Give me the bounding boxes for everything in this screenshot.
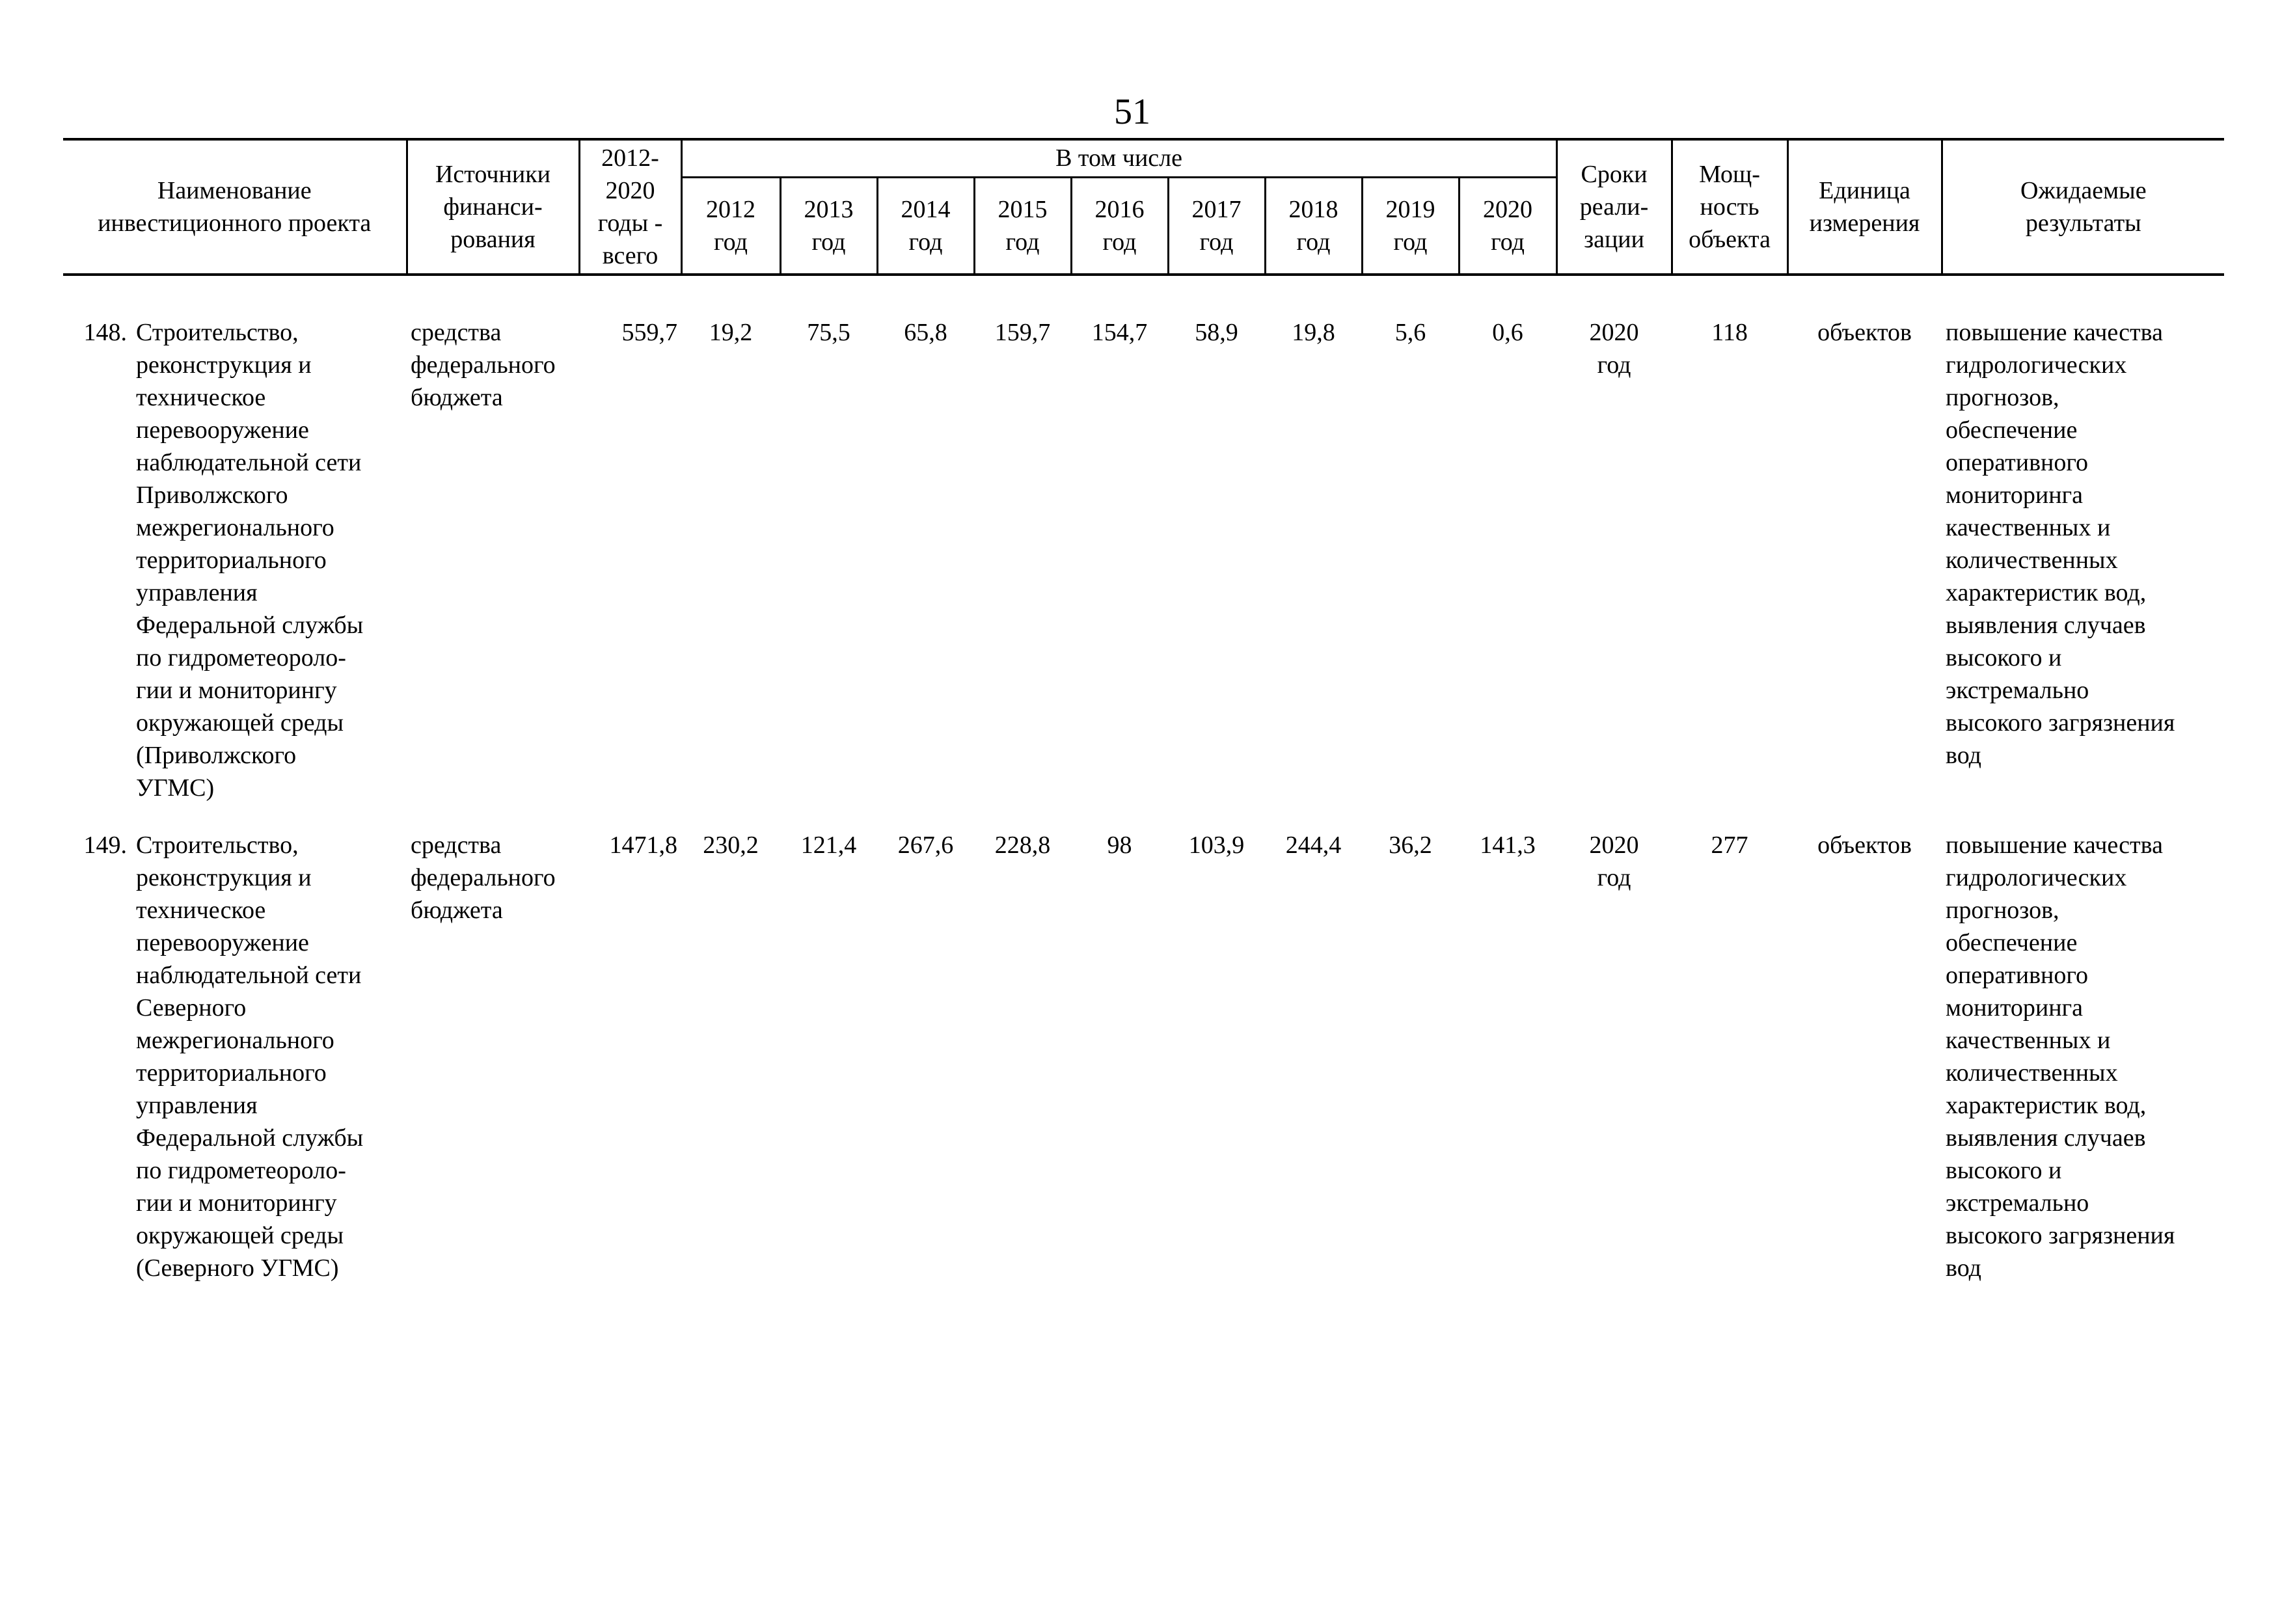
header-sources: Источники финанси- рования xyxy=(407,139,579,275)
expected-results: повышение качества гидрологических прогнозов, обеспечение оперативного мониторинга качественных и количественных характеристик вод, выявления случаев высокого и экстремально высокого загрязнения вод xyxy=(1946,319,2175,769)
implementation-term: 2020 год xyxy=(1589,319,1639,379)
header-year-2019: 2019 год xyxy=(1362,177,1459,275)
value-2016: 154,7 xyxy=(1091,319,1148,346)
measurement-unit: объектов xyxy=(1817,832,1912,859)
value-2020: 141,3 xyxy=(1480,832,1536,859)
header-year-2012: 2012 год xyxy=(681,177,780,275)
value-2019: 5,6 xyxy=(1394,319,1426,346)
value-2012: 230,2 xyxy=(703,832,759,859)
header-capacity: Мощ- ность объекта xyxy=(1672,139,1787,275)
table-row xyxy=(63,829,2224,1309)
value-2012: 19,2 xyxy=(709,319,753,346)
investment-projects-table xyxy=(63,138,2224,1309)
total-value: 1471,8 xyxy=(609,832,677,859)
project-cell xyxy=(63,316,407,829)
value-2015: 159,7 xyxy=(994,319,1051,346)
value-2014: 267,6 xyxy=(897,832,954,859)
page-number: 51 xyxy=(1114,92,1150,132)
implementation-term: 2020 год xyxy=(1589,832,1639,891)
value-2016: 98 xyxy=(1107,832,1132,859)
value-2017: 103,9 xyxy=(1188,832,1245,859)
header-total: 2012- 2020 годы - всего xyxy=(579,139,681,275)
header-unit: Единица измерения xyxy=(1787,139,1942,275)
project-name: Строительство, реконструкция и техническое перевооружение наблюдательной сети Приволжского межрегионального территориального управления Федеральной службы по гидрометеороло- гии и мониторингу окружающей среды (Приволжского УГМС) xyxy=(136,319,364,802)
funding-source: средства федерального бюджета xyxy=(411,319,556,411)
value-2013: 75,5 xyxy=(807,319,850,346)
table-spacer xyxy=(63,275,2224,316)
row-number: 149. xyxy=(83,832,127,859)
row-number: 148. xyxy=(83,319,127,346)
object-capacity: 118 xyxy=(1711,319,1748,346)
value-2020: 0,6 xyxy=(1492,319,1523,346)
header-year-2016: 2016 год xyxy=(1071,177,1168,275)
header-year-2014: 2014 год xyxy=(877,177,974,275)
header-project-name: Наименование инвестиционного проекта xyxy=(63,139,407,275)
value-2015: 228,8 xyxy=(994,832,1051,859)
value-2014: 65,8 xyxy=(904,319,947,346)
header-terms: Сроки реали- зации xyxy=(1556,139,1672,275)
header-year-2013: 2013 год xyxy=(780,177,877,275)
value-2013: 121,4 xyxy=(800,832,857,859)
project-name: Строительство, реконструкция и техническое перевооружение наблюдательной сети Северного межрегионального территориального управления Федеральной службы по гидрометеороло- гии и мониторингу окружающей среды (Северного УГМС) xyxy=(136,832,364,1282)
value-2019: 36,2 xyxy=(1389,832,1432,859)
value-2017: 58,9 xyxy=(1195,319,1238,346)
object-capacity: 277 xyxy=(1711,832,1748,859)
measurement-unit: объектов xyxy=(1817,319,1912,346)
table-row xyxy=(63,316,2224,829)
header-results: Ожидаемые результаты xyxy=(1942,139,2224,275)
header-year-2018: 2018 год xyxy=(1265,177,1362,275)
total-value: 559,7 xyxy=(621,319,677,346)
header-year-2017: 2017 год xyxy=(1168,177,1265,275)
header-year-2020: 2020 год xyxy=(1459,177,1556,275)
header-including: В том числе xyxy=(681,139,1556,177)
value-2018: 19,8 xyxy=(1292,319,1335,346)
project-cell xyxy=(63,829,407,1309)
funding-source: средства федерального бюджета xyxy=(411,832,556,924)
value-2018: 244,4 xyxy=(1285,832,1342,859)
expected-results: повышение качества гидрологических прогнозов, обеспечение оперативного мониторинга качественных и количественных характеристик вод, выявления случаев высокого и экстремально высокого загрязнения вод xyxy=(1946,832,2175,1282)
header-year-2015: 2015 год xyxy=(974,177,1071,275)
